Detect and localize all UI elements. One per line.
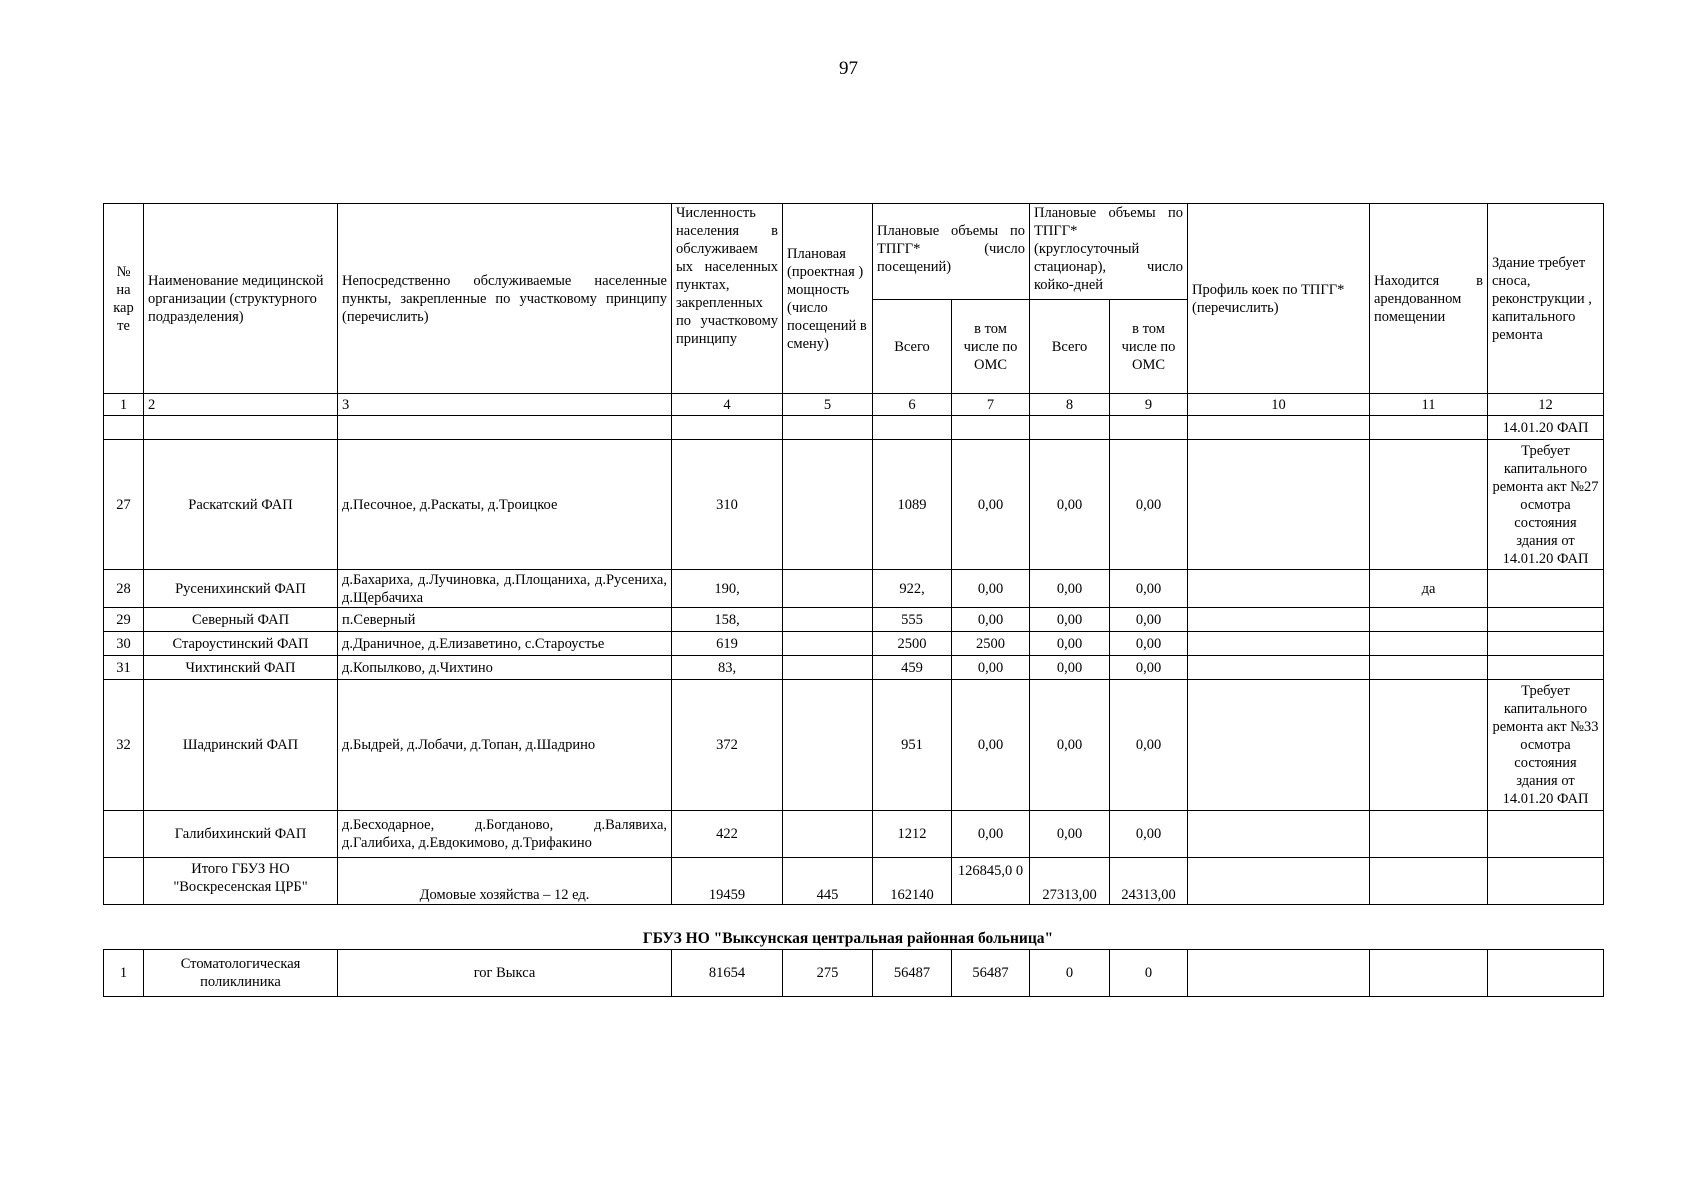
capacity [783, 440, 873, 570]
row-number: 30 [104, 632, 144, 656]
vyksa-table [103, 949, 1604, 997]
column-number-row [104, 394, 1604, 416]
building-note [1488, 570, 1604, 608]
total-visits: 162140 [873, 858, 952, 905]
visits-total: 56487 [873, 950, 952, 997]
rented [1370, 440, 1488, 570]
capacity [783, 656, 873, 680]
capacity [783, 570, 873, 608]
visits-oms: 2500 [952, 632, 1030, 656]
bed-days-total: 0,00 [1030, 440, 1110, 570]
header-number: № на кар те [104, 204, 144, 394]
settlements: д.Бахариха, д.Лучиновка, д.Площаниха, д.Русениха, д.Щербачиха [338, 570, 672, 608]
visits-oms: 0,00 [952, 656, 1030, 680]
settlements: п.Северный [338, 608, 672, 632]
building-note [1488, 950, 1604, 997]
capacity: 275 [783, 950, 873, 997]
header-settlements: Непосредственно обслуживаемые населенные пункты, закрепленные по участковому принципу (перечислить) [338, 204, 672, 394]
visits-total: 2500 [873, 632, 952, 656]
settlements: гог Выкса [338, 950, 672, 997]
bed-profile [1188, 656, 1370, 680]
capacity [783, 632, 873, 656]
visits-total: 951 [873, 680, 952, 811]
total-visits-oms: 126845,0 0 [952, 858, 1030, 905]
facility-name: Шадринский ФАП [144, 680, 338, 811]
bed-days-total: 0,00 [1030, 608, 1110, 632]
bed-days-total: 0,00 [1030, 680, 1110, 811]
bed-days-oms: 0,00 [1110, 440, 1188, 570]
visits-oms: 0,00 [952, 811, 1030, 858]
bed-days-oms: 0,00 [1110, 608, 1188, 632]
settlements: д.Копылково, д.Чихтино [338, 656, 672, 680]
page-number: 97 [839, 58, 858, 79]
settlements: д.Бесходарное, д.Богданово, д.Валявиха, д.Галибиха, д.Евдокимово, д.Трифакино [338, 811, 672, 858]
row-number: 1 [104, 950, 144, 997]
visits-total: 1212 [873, 811, 952, 858]
visits-total: 459 [873, 656, 952, 680]
col-num: 7 [952, 394, 1030, 416]
col-num: 10 [1188, 394, 1370, 416]
col-num: 9 [1110, 394, 1188, 416]
bed-days-total: 0,00 [1030, 811, 1110, 858]
bed-days-total: 0,00 [1030, 632, 1110, 656]
bed-days-oms: 0,00 [1110, 680, 1188, 811]
table-row [104, 440, 1604, 570]
bed-profile [1188, 440, 1370, 570]
bed-profile [1188, 632, 1370, 656]
population: 422 [672, 811, 783, 858]
header-hospital-oms: в том числе по ОМС [1110, 300, 1188, 394]
header-visits-oms: в том числе по ОМС [952, 300, 1030, 394]
header-rented: Находится в арендованном помещении [1370, 204, 1488, 394]
bed-profile [1188, 570, 1370, 608]
header-visits: Плановые объемы по ТПГГ* (число посещений) [873, 204, 1030, 300]
col-num: 11 [1370, 394, 1488, 416]
settlements: д.Быдрей, д.Лобачи, д.Топан, д.Шадрино [338, 680, 672, 811]
table-row [104, 608, 1604, 632]
section-title: ГБУЗ НО "Выксунская центральная районная больница" [642, 930, 1054, 947]
building-note [1488, 608, 1604, 632]
population: 81654 [672, 950, 783, 997]
facility-name: Северный ФАП [144, 608, 338, 632]
rented [1370, 680, 1488, 811]
col-num: 6 [873, 394, 952, 416]
facility-name: Стоматологическая поликлиника [144, 950, 338, 997]
header-hospital-total: Всего [1030, 300, 1110, 394]
facility-name: Русенихинский ФАП [144, 570, 338, 608]
bed-profile [1188, 680, 1370, 811]
bed-days-total: 0,00 [1030, 656, 1110, 680]
header-hospital: Плановые объемы по ТПГГ* (круглосуточный стационар), число койко-дней [1030, 204, 1188, 300]
table-row [104, 570, 1604, 608]
col-num: 8 [1030, 394, 1110, 416]
bed-profile [1188, 811, 1370, 858]
visits-oms: 56487 [952, 950, 1030, 997]
table-row [104, 632, 1604, 656]
total-label: Итого ГБУЗ НО "Воскресенская ЦРБ" [144, 858, 338, 905]
total-capacity: 445 [783, 858, 873, 905]
header-visits-total: Всего [873, 300, 952, 394]
row-number: 29 [104, 608, 144, 632]
rented [1370, 656, 1488, 680]
total-bed-days-oms: 24313,00 [1110, 858, 1188, 905]
col-num: 5 [783, 394, 873, 416]
population: 158, [672, 608, 783, 632]
population: 190, [672, 570, 783, 608]
bed-days-total: 0,00 [1030, 570, 1110, 608]
total-population: 19459 [672, 858, 783, 905]
visits-total: 922, [873, 570, 952, 608]
rented [1370, 950, 1488, 997]
total-bed-days: 27313,00 [1030, 858, 1110, 905]
table-row [104, 950, 1604, 997]
building-note [1488, 632, 1604, 656]
rented: да [1370, 570, 1488, 608]
row-number: 31 [104, 656, 144, 680]
population: 619 [672, 632, 783, 656]
facility-name: Староустинский ФАП [144, 632, 338, 656]
facility-name: Чихтинский ФАП [144, 656, 338, 680]
header-capacity: Плановая (проектная ) мощность (число посещений в смену) [783, 204, 873, 394]
bed-days-total: 0 [1030, 950, 1110, 997]
visits-total: 555 [873, 608, 952, 632]
population: 310 [672, 440, 783, 570]
bed-days-oms: 0,00 [1110, 632, 1188, 656]
capacity [783, 811, 873, 858]
row-number: 32 [104, 680, 144, 811]
settlements: д.Песочное, д.Раскаты, д.Троицкое [338, 440, 672, 570]
facility-name: Раскатский ФАП [144, 440, 338, 570]
header-population: Численность населения в обслуживаем ых населенных пунктах, закрепленных по участковому принципу [672, 204, 783, 394]
total-households: Домовые хозяйства – 12 ед. [338, 858, 672, 905]
population: 372 [672, 680, 783, 811]
header-building: Здание требует сноса, реконструкции , капитального ремонта [1488, 204, 1604, 394]
bed-days-oms: 0,00 [1110, 656, 1188, 680]
header-org-name: Наименование медицинской организации (структурного подразделения) [144, 204, 338, 394]
row-number: 27 [104, 440, 144, 570]
col-num: 3 [338, 394, 672, 416]
row-number [104, 811, 144, 858]
col-num: 12 [1488, 394, 1604, 416]
visits-total: 1089 [873, 440, 952, 570]
rented [1370, 811, 1488, 858]
table-row [104, 656, 1604, 680]
bed-profile [1188, 608, 1370, 632]
population: 83, [672, 656, 783, 680]
header-bed-profile: Профиль коек по ТПГГ* (перечислить) [1188, 204, 1370, 394]
building-note: 14.01.20 ФАП [1488, 416, 1604, 440]
bed-days-oms: 0 [1110, 950, 1188, 997]
capacity [783, 680, 873, 811]
bed-days-oms: 0,00 [1110, 570, 1188, 608]
carry-over-row [104, 416, 1604, 440]
table-row [104, 811, 1604, 858]
capacity [783, 608, 873, 632]
visits-oms: 0,00 [952, 680, 1030, 811]
visits-oms: 0,00 [952, 570, 1030, 608]
col-num: 2 [144, 394, 338, 416]
col-num: 1 [104, 394, 144, 416]
facility-name: Галибихинский ФАП [144, 811, 338, 858]
building-note [1488, 656, 1604, 680]
settlements: д.Драничное, д.Елизаветино, с.Староустье [338, 632, 672, 656]
col-num: 4 [672, 394, 783, 416]
row-number: 28 [104, 570, 144, 608]
building-note: Требует капитального ремонта акт №33 осмотра состояния здания от 14.01.20 ФАП [1488, 680, 1604, 811]
table-row [104, 680, 1604, 811]
bed-days-oms: 0,00 [1110, 811, 1188, 858]
facilities-table [103, 203, 1604, 905]
rented [1370, 632, 1488, 656]
total-row [104, 858, 1604, 905]
rented [1370, 608, 1488, 632]
building-note [1488, 811, 1604, 858]
visits-oms: 0,00 [952, 608, 1030, 632]
bed-profile [1188, 950, 1370, 997]
visits-oms: 0,00 [952, 440, 1030, 570]
building-note: Требует капитального ремонта акт №27 осмотра состояния здания от 14.01.20 ФАП [1488, 440, 1604, 570]
